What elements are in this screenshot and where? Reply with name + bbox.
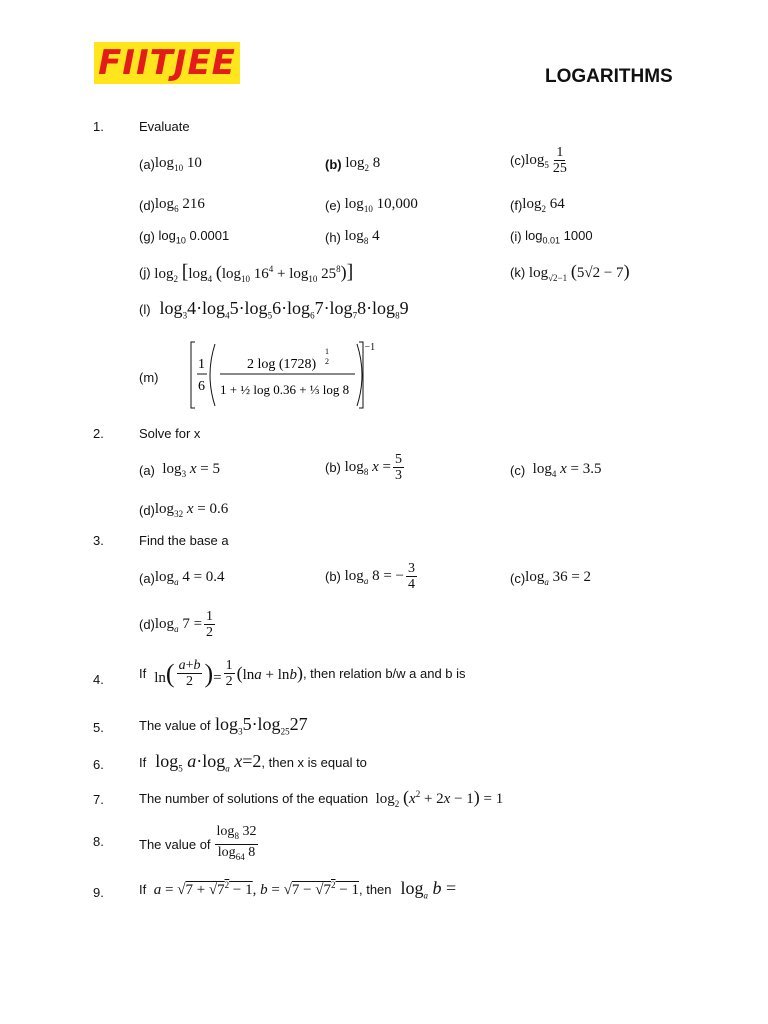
- q2-part-d: (d) $\log_{32} x = 0.6$: [139, 501, 229, 519]
- q3-part-b: (b) $\log_a 8$ = − $\frac{3}{4}$: [325, 561, 415, 592]
- svg-text:2: 2: [324, 357, 329, 366]
- q1-part-b: (b) $\log_2 8$: [325, 155, 381, 173]
- question-number: 4.: [93, 672, 104, 687]
- q1-part-f: (f) $\log_2 64$: [510, 196, 565, 214]
- fiitjee-logo: [94, 42, 240, 84]
- svg-text:1 + ½ log 0.36 + ⅓ log 8: 1 + ½ log 0.36 + ⅓ log 8: [219, 382, 349, 397]
- question-number: 8.: [93, 834, 104, 849]
- q4-statement: If ln( $\frac{a+b}{2}$ )= $\frac{1}{2}$ (lna + lnb) , then relation b/w a and b is: [139, 658, 466, 689]
- q2-part-a: (a) $\log_3 x = 5$: [139, 461, 220, 479]
- question-prompt: Evaluate: [139, 119, 190, 134]
- question-number: 3.: [93, 533, 104, 548]
- q1-part-e: (e) $\log_{10} 10,000$: [325, 196, 418, 214]
- question-number: 9.: [93, 885, 104, 900]
- logo-text: FIITJEE: [98, 43, 236, 83]
- q1-part-k: (k) $\log_{√2-1} (5√2 - 7)$: [510, 261, 630, 283]
- q5-statement: The value of $\log_35\cdot\log_{25}27$: [139, 714, 308, 737]
- page-title: LOGARITHMS: [545, 66, 673, 87]
- q1-part-l: (l) $\log_34\cdot\log_45\cdot\log_56\cdot\log_67\cdot\log_78\cdot\log_89$: [139, 298, 409, 321]
- question-prompt: Solve for x: [139, 426, 201, 441]
- q3-part-a: (a) $\log_a 4 = 0.4$: [139, 569, 225, 587]
- q2-part-b: (b) $\log_8 x$ = $\frac{5}{3}$: [325, 452, 402, 483]
- q1-part-h: (h) $\log_8 4$: [325, 228, 380, 246]
- q1-part-j: (j) $\log_2 [\log_4$ ($\log_{10}$ $16^4 + \log_{10} 25^8$)]: [139, 261, 354, 284]
- question-number: 1.: [93, 119, 104, 134]
- q1-part-g: (g) $\log_{10} 0.0001$: [139, 228, 230, 246]
- q1-part-m: (m) 1 6 2 log (1728) 1 2 1 + ½ log 0.36 + ⅓ log 8 −1: [139, 338, 375, 416]
- q1-part-a: (a) $\log_{10} 10$: [139, 155, 202, 173]
- question-number: 7.: [93, 792, 104, 807]
- q7-statement: The number of solutions of the equation $\log_2 (x^2 + 2x - 1) = 1$: [139, 787, 504, 809]
- q3-part-d: (d) $\log_a 7$ = $\frac{1}{2}$: [139, 609, 214, 640]
- question-number: 2.: [93, 426, 104, 441]
- q8-statement: The value of $\frac{\log_8 32}{\log_{64} 8}$: [139, 824, 257, 862]
- q6-statement: If $\log_5 a\cdot\log_a$ x=2 , then x is equal to: [139, 751, 367, 774]
- svg-text:2 log (1728): 2 log (1728): [246, 357, 316, 372]
- svg-text:1: 1: [324, 347, 329, 356]
- q3-part-c: (c) $\log_a 36 = 2$: [510, 569, 592, 587]
- question-number: 6.: [93, 757, 104, 772]
- q9-statement: If $a = √7 + √7^2 - 1$, $b = √7 - √7^2 - 1$ , then $\log_a b$ =: [139, 878, 457, 901]
- svg-text:6: 6: [197, 379, 205, 394]
- question-prompt: Find the base a: [139, 533, 229, 548]
- question-number: 5.: [93, 720, 104, 735]
- q1-part-i: (i) $\log_{0.01} 1000$: [510, 228, 593, 246]
- q1-part-d: (d) $\log_6 216$: [139, 196, 205, 214]
- complex-expression: [165, 338, 365, 412]
- q1-part-c: (c) $\log_5$ $\frac{1}{25}$: [510, 145, 567, 176]
- svg-text:1: 1: [197, 357, 205, 372]
- q2-part-c: (c) $\log_4 x = 3.5$: [510, 461, 602, 479]
